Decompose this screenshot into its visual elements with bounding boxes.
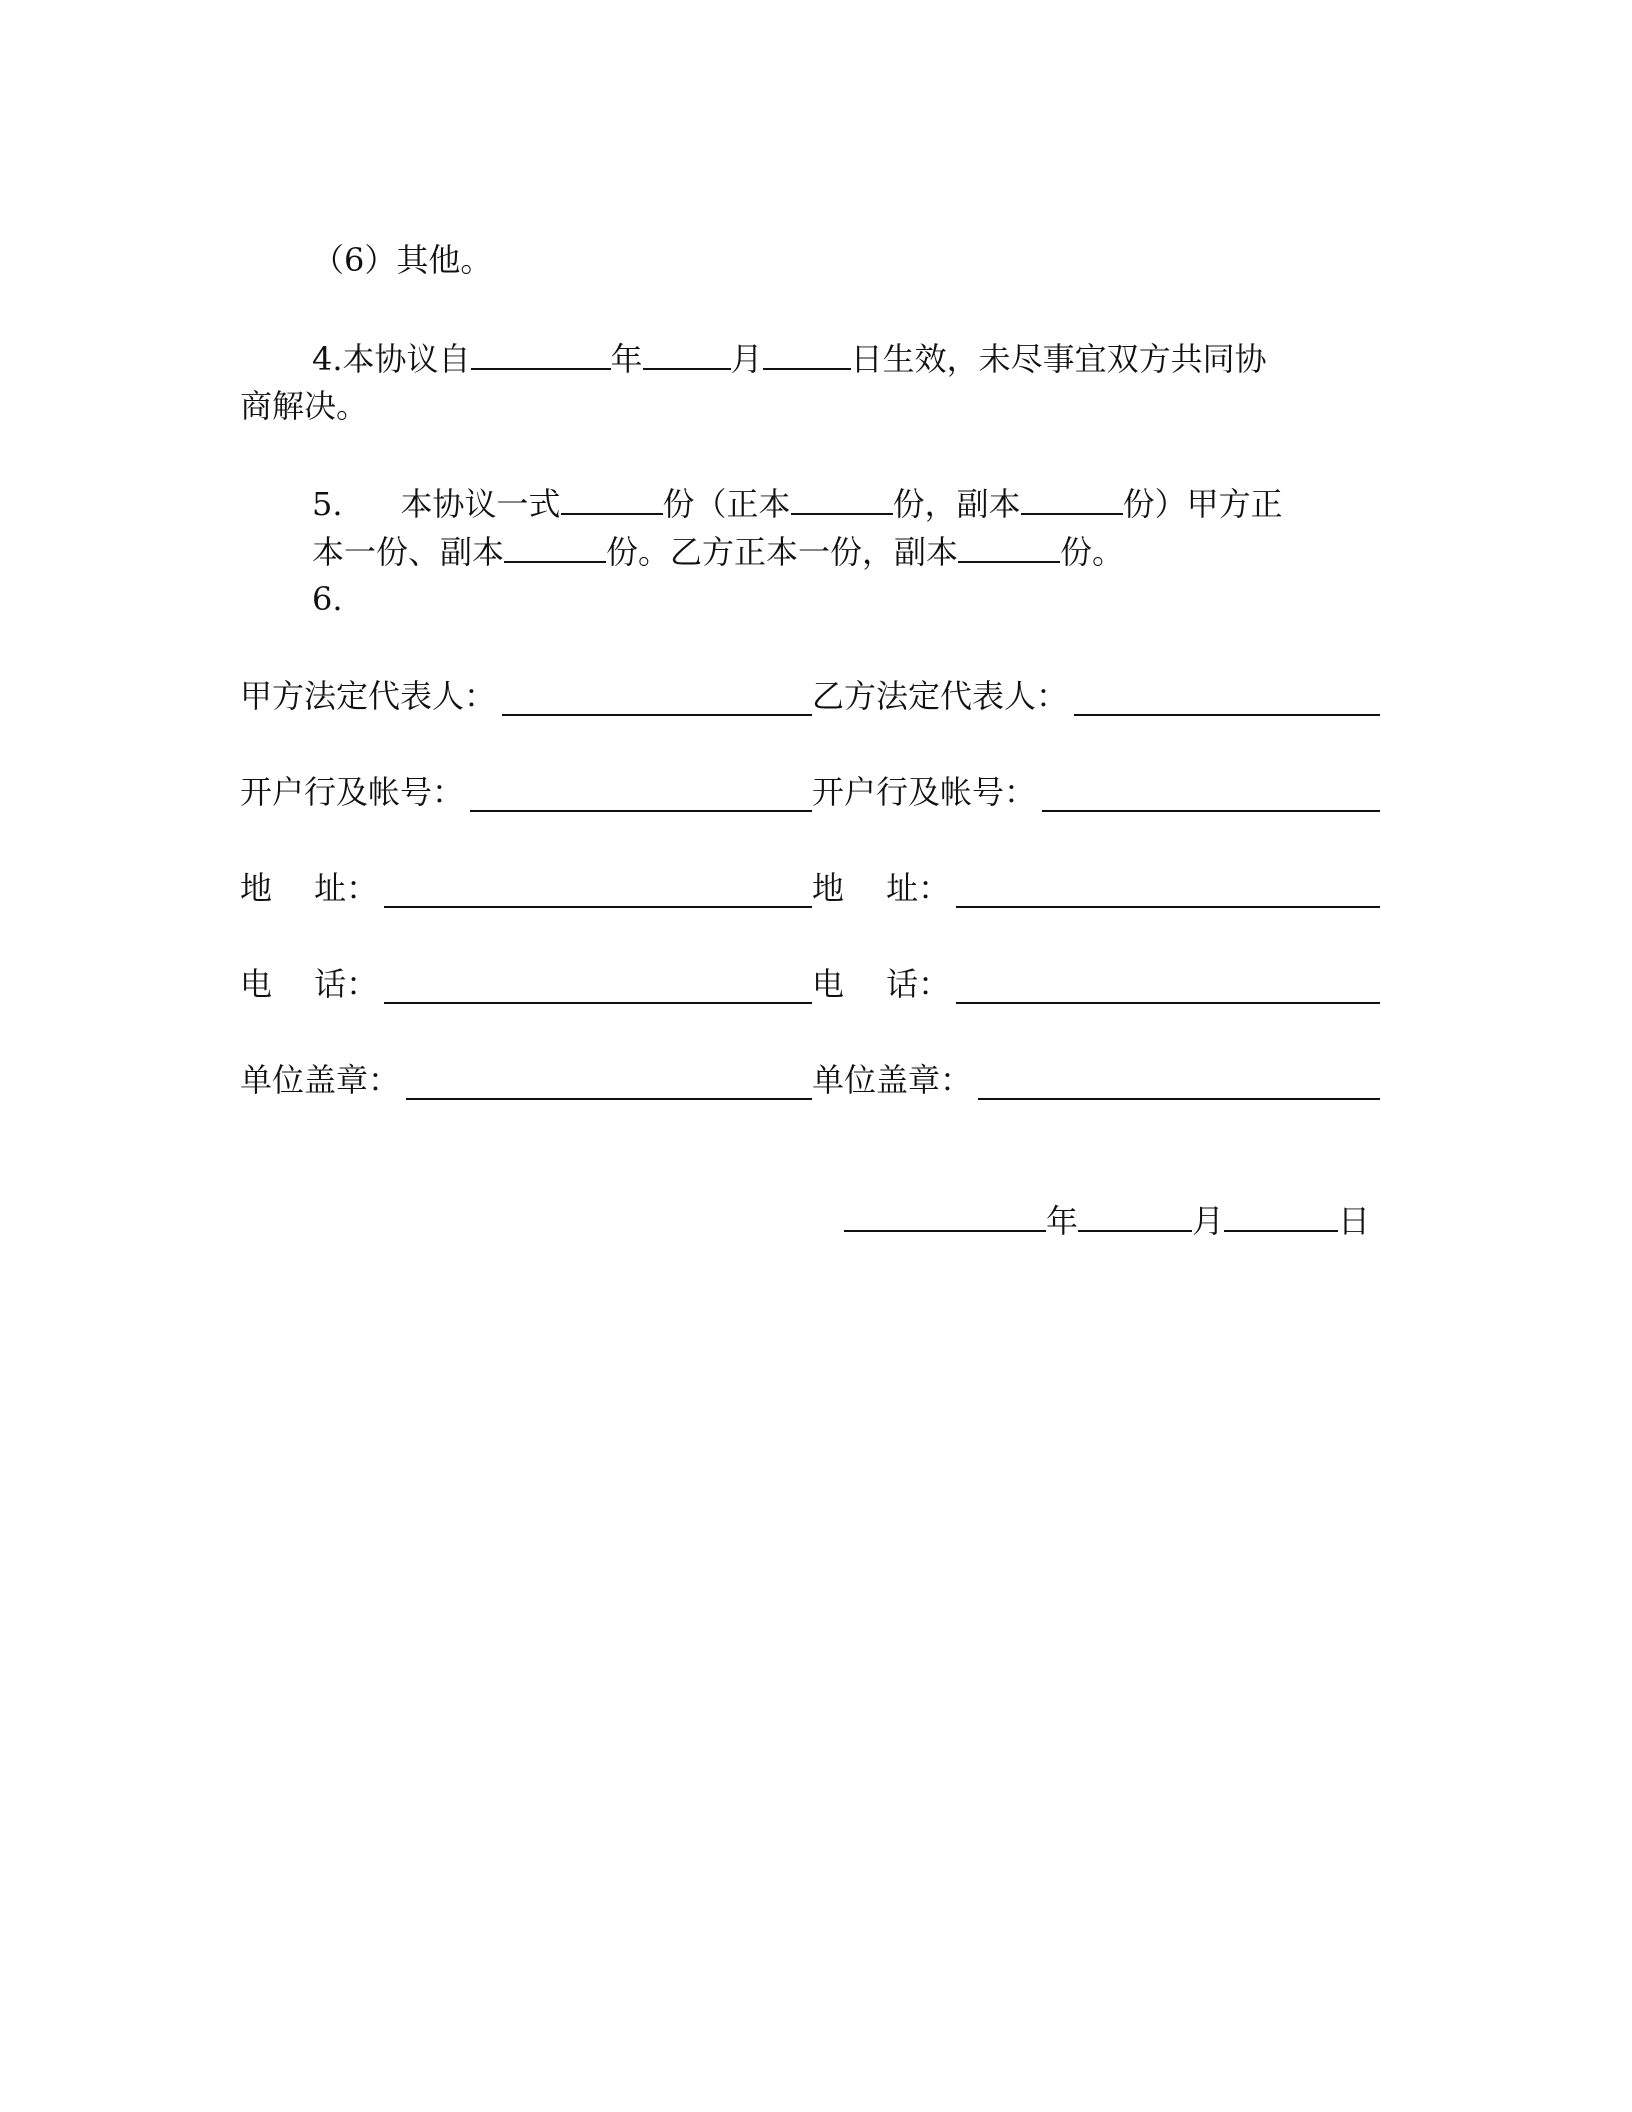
- clause-5-part3: 份，副本: [892, 485, 1021, 523]
- original-copies-blank[interactable]: [791, 483, 893, 515]
- clause-5-number: 5.: [312, 485, 343, 523]
- clause-5-line2: [312, 531, 1124, 572]
- party-b-phone-label: 电 话：: [812, 965, 951, 1003]
- signing-year-label: 年: [1046, 1202, 1079, 1240]
- party-b-seal-field: [812, 1056, 1380, 1100]
- party-a-seal-blank[interactable]: [406, 1062, 812, 1100]
- signing-date: [844, 1200, 1370, 1241]
- clause-5-part4: 份）甲方正: [1122, 485, 1283, 523]
- party-a-address-label: 地 址：: [240, 869, 379, 907]
- party-b-seal-blank[interactable]: [978, 1062, 1380, 1100]
- party-a-bank-field: [240, 768, 812, 812]
- party-a-seal-field: [240, 1056, 812, 1100]
- party-b-address-field: [812, 864, 1380, 908]
- clause-6-number: 6.: [312, 580, 343, 618]
- party-b-bank-label: 开户行及帐号：: [812, 773, 1037, 811]
- party-b-rep-blank[interactable]: [1074, 678, 1380, 716]
- party-b-rep-label: 乙方法定代表人：: [812, 677, 1069, 715]
- signature-row-address: [240, 864, 1380, 908]
- party-a-rep-blank[interactable]: [502, 678, 812, 716]
- clause-4-line1: [312, 338, 1267, 379]
- clause-5-line2-part2: 份。乙方正本一份，副本: [606, 533, 959, 571]
- party-a-bank-blank[interactable]: [470, 774, 812, 812]
- clause-5-line2-part1: 本一份、副本: [312, 533, 505, 571]
- party-a-phone-blank[interactable]: [384, 966, 812, 1004]
- clause-4-day-rest: 日生效，未尽事宜双方共同协: [850, 340, 1267, 378]
- party-a-phone-field: [240, 960, 812, 1004]
- signing-year-blank[interactable]: [844, 1200, 1046, 1232]
- duplicate-copies-blank[interactable]: [1021, 483, 1123, 515]
- signing-day-blank[interactable]: [1224, 1200, 1338, 1232]
- clause-5-part1: 本协议一式: [400, 485, 561, 523]
- party-b-bank-blank[interactable]: [1042, 774, 1380, 812]
- clause-4-year-label: 年: [610, 340, 643, 378]
- effective-month-blank[interactable]: [643, 338, 731, 370]
- party-b-bank-field: [812, 768, 1380, 812]
- party-b-address-label: 地 址：: [812, 869, 951, 907]
- party-a-address-field: [240, 864, 812, 908]
- signing-month-label: 月: [1192, 1202, 1225, 1240]
- clause-4-month-label: 月: [730, 340, 763, 378]
- signature-row-seal: [240, 1056, 1380, 1100]
- clause-4-line2: 商解决。: [240, 387, 369, 425]
- party-b-rep-field: [812, 672, 1380, 716]
- signing-day-label: 日: [1338, 1202, 1371, 1240]
- party-a-rep-label: 甲方法定代表人：: [240, 677, 497, 715]
- party-a-seal-label: 单位盖章：: [240, 1061, 401, 1099]
- party-a-address-blank[interactable]: [384, 870, 812, 908]
- signing-month-blank[interactable]: [1078, 1200, 1192, 1232]
- signature-row-representative: [240, 672, 1380, 716]
- party-a-rep-field: [240, 672, 812, 716]
- effective-year-blank[interactable]: [471, 338, 611, 370]
- clause-6-other: （6）其他。: [312, 241, 493, 279]
- party-b-seal-label: 单位盖章：: [812, 1061, 973, 1099]
- total-copies-blank[interactable]: [561, 483, 663, 515]
- party-a-phone-label: 电 话：: [240, 965, 379, 1003]
- signature-row-phone: [240, 960, 1380, 1004]
- clause-5-line2-part3: 份。: [1060, 533, 1125, 571]
- signature-row-bank: [240, 768, 1380, 812]
- effective-day-blank[interactable]: [763, 338, 851, 370]
- party-b-duplicate-blank[interactable]: [958, 531, 1060, 563]
- clause-4-prefix: 4.本协议自: [312, 340, 471, 378]
- clause-5-part2: 份（正本: [662, 485, 791, 523]
- party-b-phone-blank[interactable]: [956, 966, 1380, 1004]
- party-b-address-blank[interactable]: [956, 870, 1380, 908]
- party-a-duplicate-blank[interactable]: [504, 531, 606, 563]
- party-b-phone-field: [812, 960, 1380, 1004]
- clause-5-line1: [312, 483, 1283, 524]
- party-a-bank-label: 开户行及帐号：: [240, 773, 465, 811]
